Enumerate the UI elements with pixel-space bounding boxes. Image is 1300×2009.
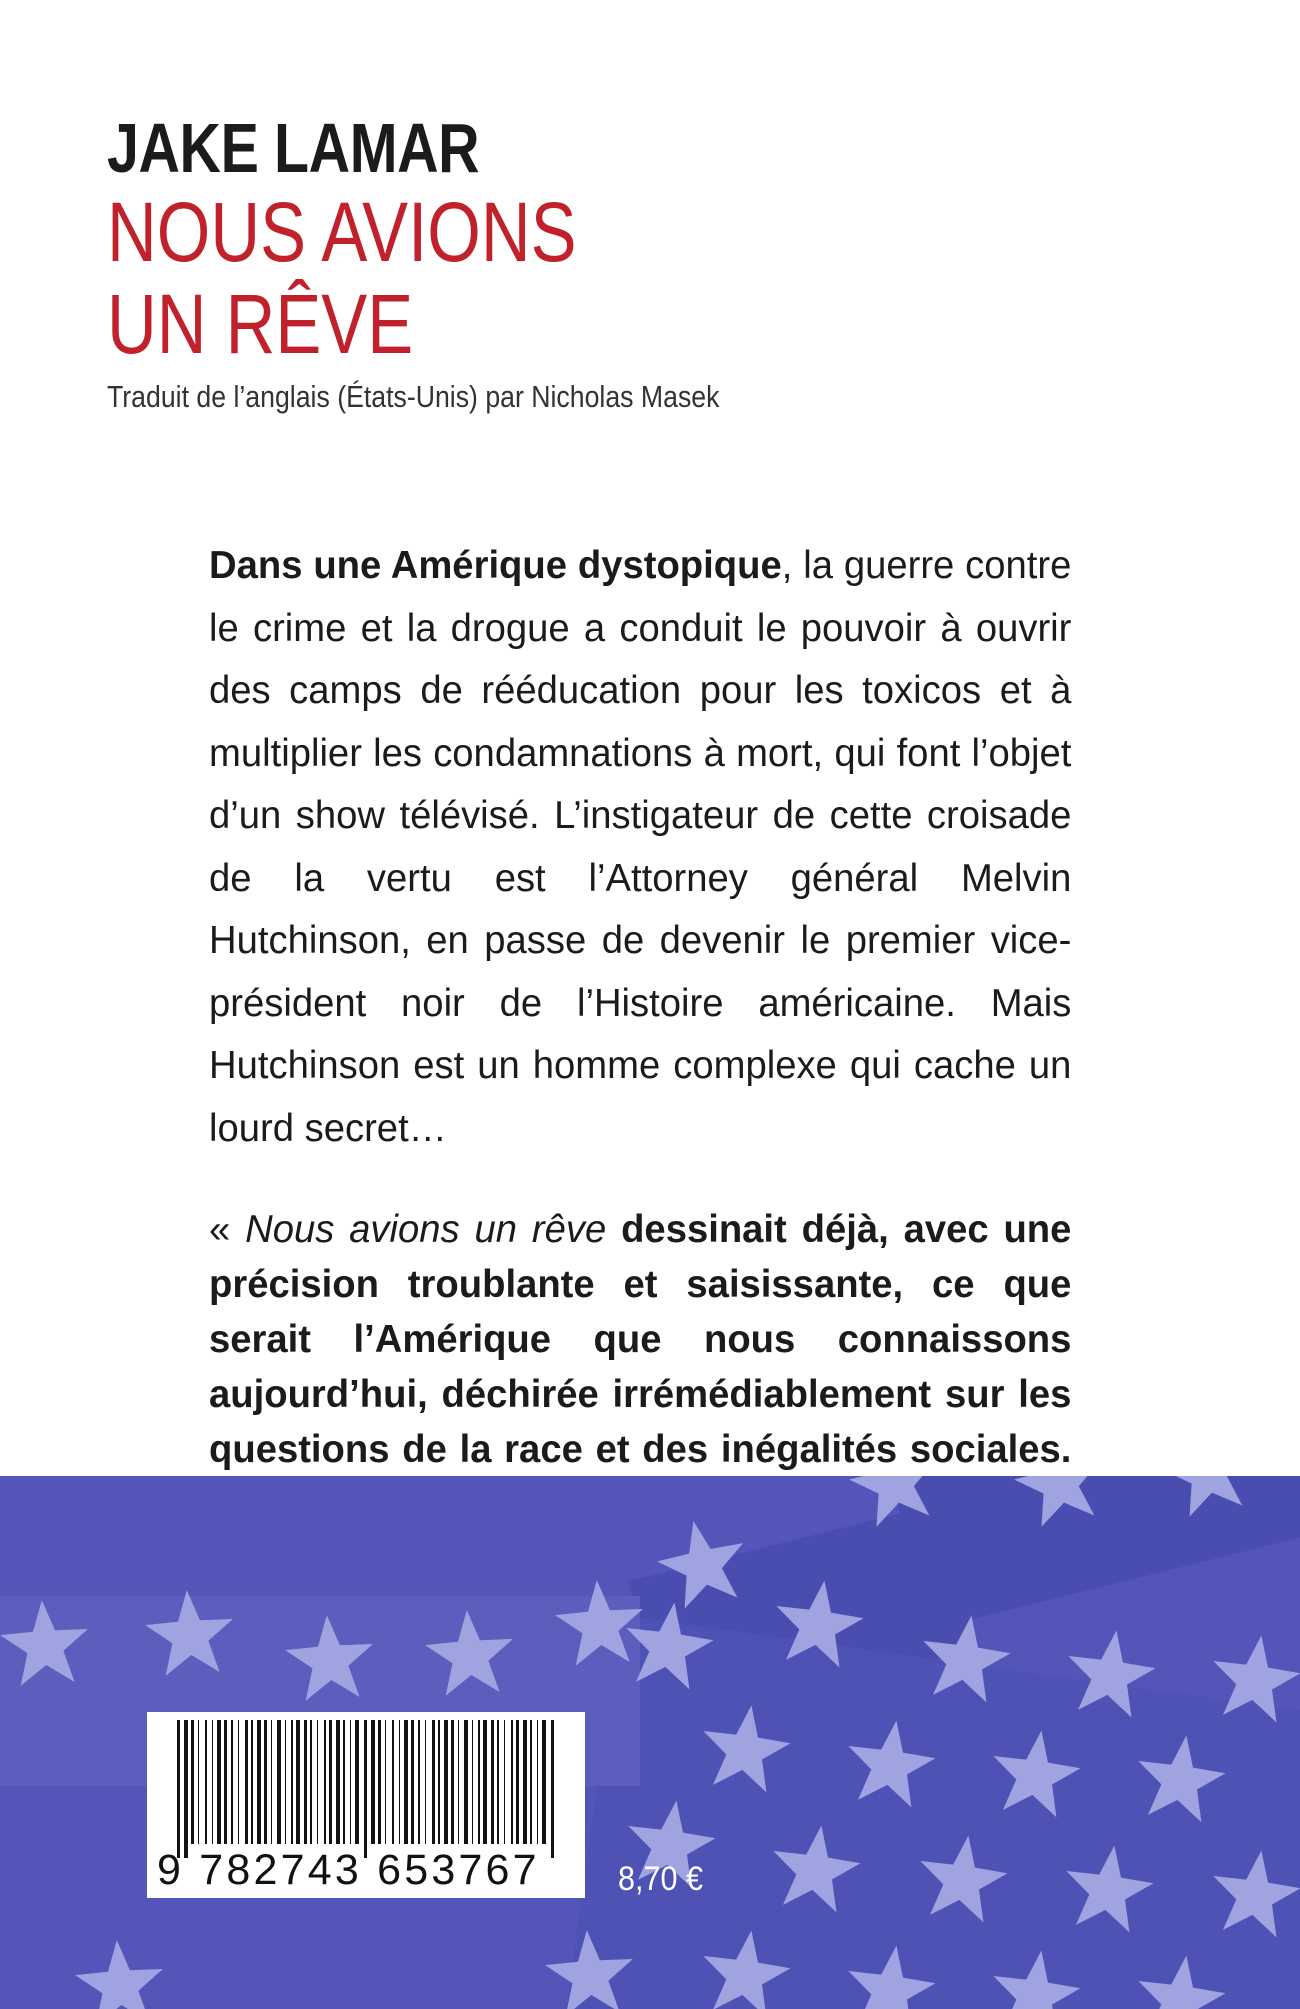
isbn-barcode [147,1712,585,1898]
barcode-bar [537,1720,538,1844]
barcode-bar [198,1720,199,1844]
barcode-bar [491,1720,494,1844]
barcode-bar [371,1720,375,1844]
barcode-bar [277,1720,281,1844]
book-title [107,186,577,370]
barcode-bar [329,1720,332,1844]
barcode-bar [523,1720,527,1844]
synopsis-paragraph [209,535,1071,1160]
barcode-bar [458,1720,459,1844]
barcode-bar [378,1720,381,1844]
barcode-bar [324,1720,326,1844]
barcode-bar [438,1720,440,1844]
barcode-bar [497,1720,499,1844]
translator-credit: Traduit de l’anglais (États-Unis) par Nicholas Masek [107,379,720,414]
synopsis-text: , la guerre contre le crime et la drogue a conduit le pouvoir à ouvrir des camps de rééducation pour les toxicos et à multiplier les condamnations à mort, qui font l’objet d’un show télévisé. L’instigateur de cette croisade de la vertu est l’Attorney général Melvin Hutchinson, en passe de devenir le premier vice-président noir de l’Histoire américaine. Mais Hutchinson est un homme complexe qui cache un lourd secret… [209,544,1072,1150]
barcode-bar [231,1720,233,1844]
barcode-bar [418,1720,420,1844]
barcode-bar [224,1720,227,1844]
barcode-bar [245,1720,248,1844]
barcode-bar [317,1720,318,1844]
barcode-bar [304,1720,307,1844]
barcode-bar [350,1720,351,1844]
barcode-bar [399,1720,400,1844]
barcode-bar [205,1720,207,1844]
barcode-bar [478,1720,480,1844]
barcode-bar [472,1720,473,1844]
barcode-bar [238,1720,239,1844]
barcode-bar [364,1720,367,1858]
barcode-bar [530,1720,532,1844]
barcode-bar [551,1720,554,1858]
price-label: 8,70 € [618,1860,704,1898]
quote-open-mark: « [209,1208,246,1251]
barcode-bar [504,1720,505,1844]
barcode-bar [212,1720,213,1844]
barcode-bar [444,1720,448,1844]
barcode-bar [336,1720,340,1844]
barcode-bar [184,1720,188,1858]
barcode-bar [425,1720,426,1844]
barcode-bar [385,1720,386,1844]
barcode-bar [291,1720,293,1844]
isbn-number: 9 782743 653767 [157,1846,540,1894]
barcode-bar [432,1720,435,1844]
barcode-bar [542,1720,546,1844]
barcode-bar [264,1720,267,1844]
barcode-bar [251,1720,253,1844]
author-name: JAKE LAMAR [107,109,480,187]
barcode-bar [285,1720,286,1844]
barcode-bar [392,1720,394,1844]
barcode-bar [411,1720,414,1844]
barcode-bar [464,1720,468,1844]
quote-text: dessinait déjà, avec une précision troublante et saisissante, ce que serait l’Amérique que nous connaissons aujourd’hui, déchirée irrémédiablement sur les questions de la race et des inégalités sociales. [209,1208,1072,1471]
barcode-bar [310,1720,312,1844]
quote-title-italic: Nous avions un rêve [245,1208,607,1251]
barcode-bar [343,1720,345,1844]
barcode-bar [177,1720,180,1858]
barcode-bar [483,1720,487,1844]
barcode-bar [404,1720,408,1844]
barcode-bar [451,1720,454,1844]
book-title-line-2: UN RÊVE [107,277,414,371]
synopsis-lead: Dans une Amérique dystopique [209,544,782,587]
barcode-bar [271,1720,272,1844]
barcode-bar [217,1720,221,1844]
barcode-bar [296,1720,300,1844]
barcode-bar [355,1720,359,1844]
barcode-bar [511,1720,513,1844]
barcode-bar [516,1720,519,1844]
barcode-bar [191,1720,194,1844]
book-title-line-1: NOUS AVIONS [107,185,577,279]
barcode-bar [257,1720,261,1844]
